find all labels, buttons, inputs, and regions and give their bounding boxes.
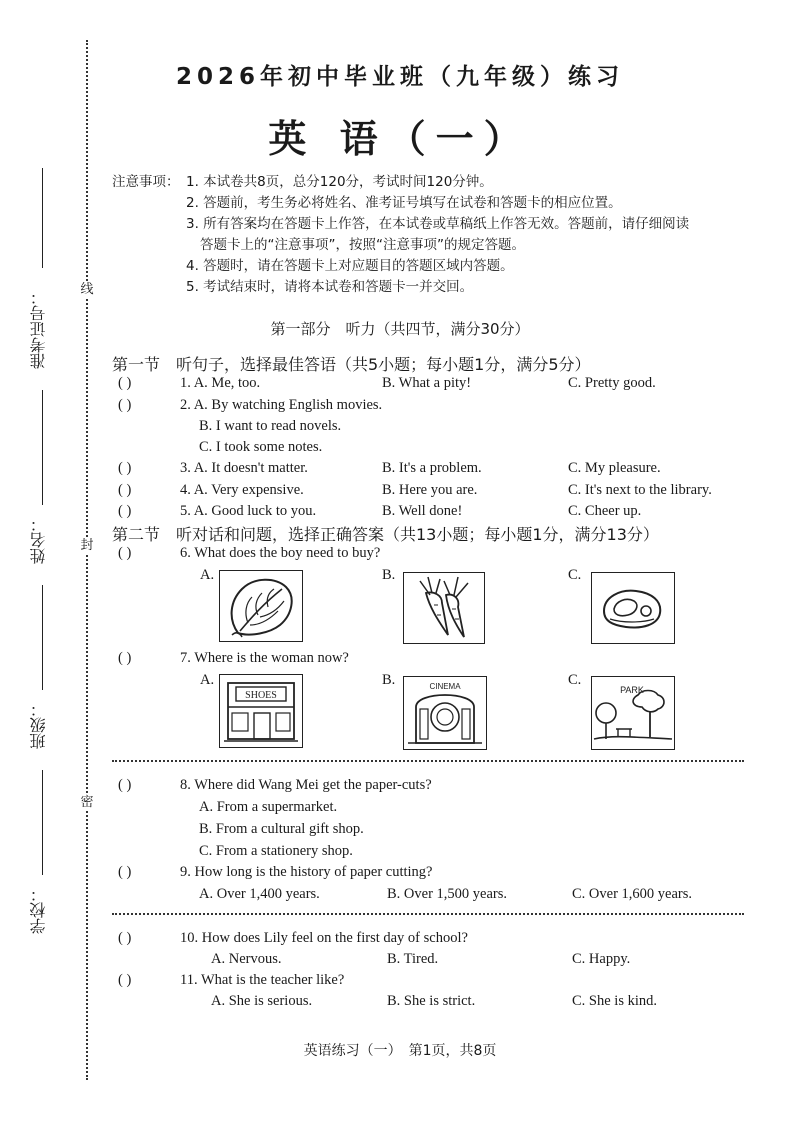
notice-item-2: 2. 答题前，考生务必将姓名、准考证号填写在试卷和答题卡的相应位置。	[186, 195, 622, 211]
answer-paren-5: ( )	[118, 503, 132, 519]
park-picture	[591, 676, 675, 750]
q10-option-b: B. Tired.	[387, 951, 439, 967]
binding-dotted-line	[86, 40, 88, 1080]
cinema-sign: CINEMA	[429, 682, 461, 691]
answer-paren-1: ( )	[118, 375, 132, 391]
q2-stem: 2. A. By watching English movies.	[180, 397, 383, 413]
q2-option-b: B. I want to read novels.	[199, 418, 342, 434]
answer-paren-4: ( )	[118, 482, 132, 498]
q10-option-a: A. Nervous.	[211, 951, 282, 967]
q9-option-c: C. Over 1,600 years.	[572, 886, 693, 902]
notice-item-3-cont: 答题卡上的“注意事项”，按照“注意事项”的规定答题。	[200, 237, 525, 253]
answer-paren-3: ( )	[118, 460, 132, 476]
q7-stem: 7. Where is the woman now?	[180, 650, 349, 666]
q5-option-b: B. Well done!	[382, 503, 463, 519]
q10-option-c: C. Happy.	[572, 951, 631, 967]
q11-option-a: A. She is serious.	[211, 993, 313, 1009]
cabbage-picture	[219, 570, 303, 642]
notice-item-1: 1. 本试卷共8页，总分120分，考试时间120分钟。	[186, 174, 493, 190]
answer-paren-8: ( )	[118, 777, 132, 793]
q6-option-c: C.	[568, 567, 582, 583]
q4-stem: 4. A. Very expensive.	[180, 482, 304, 498]
q9-option-b: B. Over 1,500 years.	[387, 886, 508, 902]
q3-stem: 3. A. It doesn't matter.	[180, 460, 308, 476]
notice-item-3: 3. 所有答案均在答题卡上作答，在本试卷或草稿纸上作答无效。答题前，请仔细阅读	[186, 216, 690, 232]
class-line	[42, 585, 43, 690]
q8-option-a: A. From a supermarket.	[199, 799, 338, 815]
q11-option-b: B. She is strict.	[387, 993, 476, 1009]
answer-paren-2: ( )	[118, 397, 132, 413]
q5-stem: 5. A. Good luck to you.	[180, 503, 317, 519]
q11-option-c: C. She is kind.	[572, 993, 657, 1009]
q8-stem: 8. Where did Wang Mei get the paper-cuts?	[180, 777, 432, 793]
q6-option-b: B.	[382, 567, 396, 583]
school-line	[42, 770, 43, 875]
q1-stem: 1. A. Me, too.	[180, 375, 261, 391]
q11-stem: 11. What is the teacher like?	[180, 972, 345, 988]
q5-option-c: C. Cheer up.	[568, 503, 642, 519]
q9-option-a: A. Over 1,400 years.	[199, 886, 320, 902]
q1-option-c: C. Pretty good.	[568, 375, 656, 391]
page-subtitle: 英 语（一）	[268, 117, 532, 161]
name-label: 姓名：	[29, 516, 48, 564]
q1-option-b: B. What a pity!	[382, 375, 472, 391]
notice-item-5: 5. 考试结束时，请将本试卷和答题卡一并交回。	[186, 279, 474, 295]
answer-paren-9: ( )	[118, 864, 132, 880]
school-label: 学校：	[29, 886, 48, 934]
park-sign: PARK	[620, 685, 644, 695]
q7-option-b: B.	[382, 672, 396, 688]
class-label: 班级：	[29, 701, 48, 749]
notice-block	[112, 172, 689, 298]
seal-mi: 密	[80, 795, 94, 810]
cinema-picture	[403, 676, 487, 750]
q9-stem: 9. How long is the history of paper cutting?	[180, 864, 433, 880]
answer-paren-10: ( )	[118, 930, 132, 946]
section-divider-2	[112, 913, 744, 915]
q7-option-c: C.	[568, 672, 582, 688]
shoes-sign: SHOES	[245, 690, 277, 701]
q8-option-c: C. From a stationery shop.	[199, 843, 353, 859]
answer-paren-7: ( )	[118, 650, 132, 666]
q6-stem: 6. What does the boy need to buy?	[180, 545, 381, 561]
q7-option-a: A.	[200, 672, 215, 688]
q10-stem: 10. How does Lily feel on the first day of school?	[180, 930, 468, 946]
q2-option-c: C. I took some notes.	[199, 439, 323, 455]
q3-option-c: C. My pleasure.	[568, 460, 661, 476]
page-footer: 英语练习（一） 第1页，共8页	[303, 1043, 497, 1059]
seal-xian: 线	[80, 282, 94, 297]
q6-option-a: A.	[200, 567, 215, 583]
section2-title: 第二节 听对话和问题，选择正确答案（共13小题；每小题1分，满分13分）	[112, 525, 659, 544]
answer-paren-11: ( )	[118, 972, 132, 988]
name-line	[42, 390, 43, 505]
shoe-shop-picture	[219, 674, 303, 748]
notice-item-4: 4. 答题时，请在答题卡上对应题目的答题区域内答题。	[186, 258, 514, 274]
notice-heading: 注意事项：	[112, 174, 180, 190]
q3-option-b: B. It's a problem.	[382, 460, 482, 476]
seal-feng: 封	[80, 538, 94, 553]
exam-id-label: 准考证号：	[29, 289, 48, 370]
carrot-picture	[403, 572, 485, 644]
exam-id-line	[42, 168, 43, 268]
meat-picture	[591, 572, 675, 644]
page-title: 2026年初中毕业班（九年级）练习	[175, 64, 624, 90]
q4-option-c: C. It's next to the library.	[568, 482, 712, 498]
q4-option-b: B. Here you are.	[382, 482, 478, 498]
answer-paren-6: ( )	[118, 545, 132, 561]
section1-title: 第一节 听句子，选择最佳答语（共5小题；每小题1分，满分5分）	[112, 355, 591, 374]
q8-option-b: B. From a cultural gift shop.	[199, 821, 364, 837]
part1-title: 第一部分 听力（共四节，满分30分）	[270, 320, 530, 338]
section-divider-1	[112, 760, 744, 762]
